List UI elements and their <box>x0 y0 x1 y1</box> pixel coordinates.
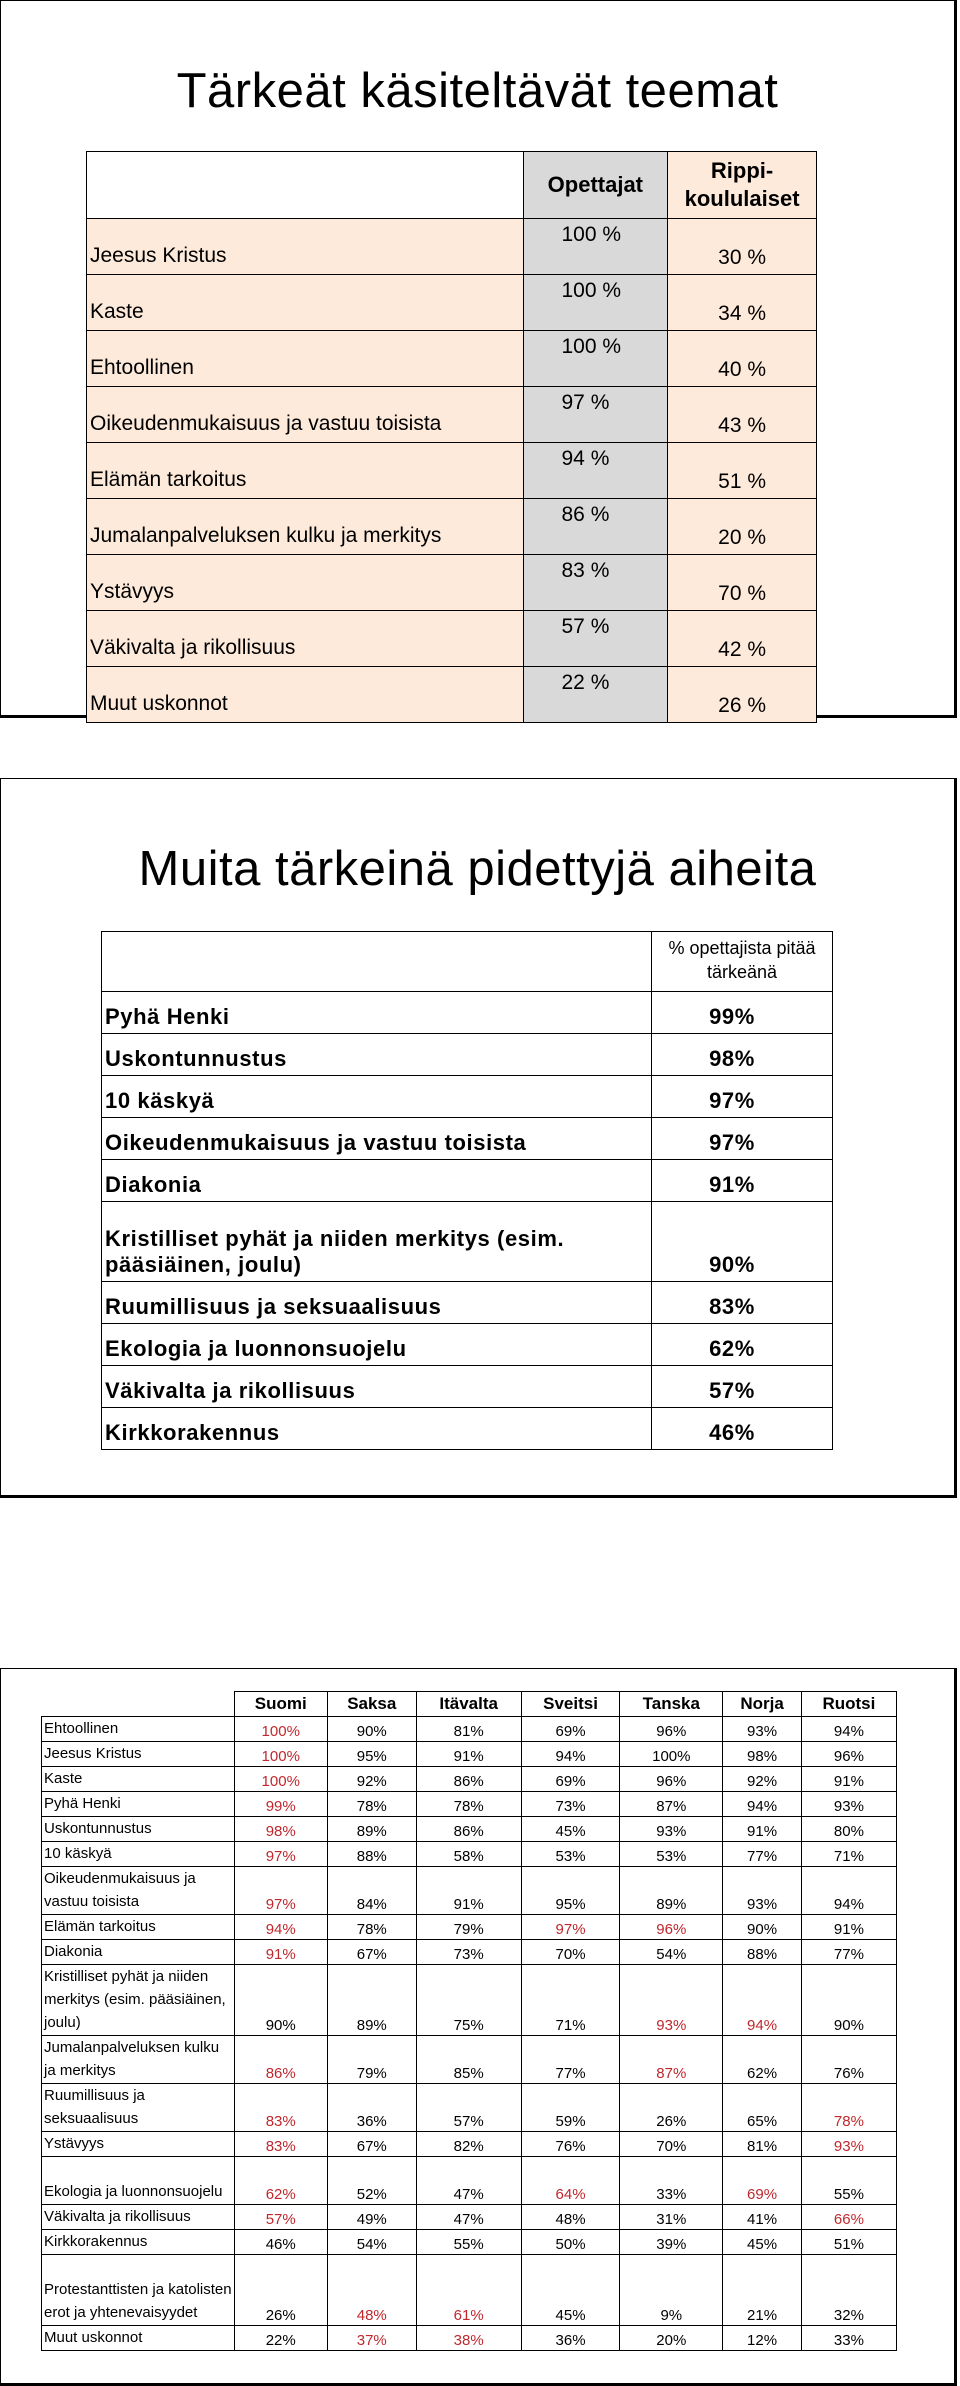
country-value: 9% <box>620 2255 723 2326</box>
topic-percent: 57% <box>652 1366 833 1408</box>
confirmands-value: 70 % <box>668 555 817 611</box>
country-row-label: Muut uskonnot <box>42 2326 235 2351</box>
country-value: 76% <box>521 2132 620 2157</box>
country-value: 78% <box>327 1915 416 1940</box>
theme-label: Oikeudenmukaisuus ja vastuu toisista <box>87 387 524 443</box>
country-value: 61% <box>416 2255 521 2326</box>
country-value: 93% <box>723 1717 802 1742</box>
country-value: 36% <box>327 2084 416 2132</box>
country-value: 94% <box>801 1867 896 1915</box>
topic-percent: 91% <box>652 1160 833 1202</box>
country-value: 47% <box>416 2157 521 2205</box>
country-value: 96% <box>620 1767 723 1792</box>
topics-row <box>102 1324 833 1366</box>
country-row-label: Jeesus Kristus <box>42 1742 235 1767</box>
country-value: 32% <box>801 2255 896 2326</box>
country-row <box>42 1717 897 1742</box>
country-value: 64% <box>521 2157 620 2205</box>
country-value: 69% <box>521 1767 620 1792</box>
country-value: 96% <box>620 1717 723 1742</box>
country-value: 81% <box>416 1717 521 1742</box>
teachers-value: 22 % <box>523 667 668 723</box>
topics-row <box>102 1366 833 1408</box>
country-value: 45% <box>723 2230 802 2255</box>
country-value: 62% <box>723 2036 802 2084</box>
country-value: 57% <box>416 2084 521 2132</box>
topic-percent: 98% <box>652 1034 833 1076</box>
country-value: 78% <box>801 2084 896 2132</box>
theme-label: Muut uskonnot <box>87 667 524 723</box>
country-row <box>42 1817 897 1842</box>
themes-row <box>87 387 817 443</box>
country-value: 55% <box>801 2157 896 2205</box>
header-teachers: Opettajat <box>523 152 668 219</box>
country-header-row <box>42 1692 897 1717</box>
teachers-value: 94 % <box>523 443 668 499</box>
country-row-label: 10 käskyä <box>42 1842 235 1867</box>
country-row-label: Kirkkorakennus <box>42 2230 235 2255</box>
country-row <box>42 2036 897 2084</box>
country-row-label: Ehtoollinen <box>42 1717 235 1742</box>
country-value: 31% <box>620 2205 723 2230</box>
country-row <box>42 2230 897 2255</box>
country-value: 53% <box>620 1842 723 1867</box>
country-value: 96% <box>620 1915 723 1940</box>
country-value: 94% <box>521 1742 620 1767</box>
country-value: 99% <box>234 1792 327 1817</box>
country-value: 73% <box>521 1792 620 1817</box>
country-value: 69% <box>723 2157 802 2205</box>
confirmands-value: 51 % <box>668 443 817 499</box>
country-value: 50% <box>521 2230 620 2255</box>
country-value: 77% <box>801 1940 896 1965</box>
country-value: 83% <box>234 2132 327 2157</box>
country-row <box>42 2205 897 2230</box>
country-value: 77% <box>723 1842 802 1867</box>
country-value: 55% <box>416 2230 521 2255</box>
country-row-label: Ystävyys <box>42 2132 235 2157</box>
topics-header-blank <box>102 932 652 992</box>
country-value: 79% <box>327 2036 416 2084</box>
country-value: 92% <box>723 1767 802 1792</box>
country-value: 51% <box>801 2230 896 2255</box>
slide-important-themes <box>0 0 957 718</box>
confirmands-value: 30 % <box>668 219 817 275</box>
country-value: 98% <box>723 1742 802 1767</box>
country-value: 46% <box>234 2230 327 2255</box>
themes-row <box>87 667 817 723</box>
country-value: 83% <box>234 2084 327 2132</box>
country-value: 87% <box>620 1792 723 1817</box>
slide-country-comparison <box>0 1668 957 2386</box>
country-value: 76% <box>801 2036 896 2084</box>
country-value: 93% <box>723 1867 802 1915</box>
country-value: 53% <box>521 1842 620 1867</box>
country-row-label: Uskontunnustus <box>42 1817 235 1842</box>
country-value: 97% <box>234 1867 327 1915</box>
confirmands-value: 34 % <box>668 275 817 331</box>
country-value: 86% <box>416 1767 521 1792</box>
header-confirmands: Rippi- koululaiset <box>668 152 817 219</box>
country-value: 91% <box>416 1867 521 1915</box>
country-value: 49% <box>327 2205 416 2230</box>
country-value: 79% <box>416 1915 521 1940</box>
country-row <box>42 1915 897 1940</box>
themes-row <box>87 555 817 611</box>
country-row-label: Ruumillisuus ja seksuaalisuus <box>42 2084 235 2132</box>
country-row <box>42 2157 897 2205</box>
country-value: 86% <box>234 2036 327 2084</box>
themes-row <box>87 443 817 499</box>
country-value: 67% <box>327 2132 416 2157</box>
country-value: 59% <box>521 2084 620 2132</box>
theme-label: Kaste <box>87 275 524 331</box>
topics-row <box>102 1408 833 1450</box>
country-header: Tanska <box>620 1692 723 1717</box>
country-row-label: Jumalanpalveluksen kulku ja merkitys <box>42 2036 235 2084</box>
country-value: 91% <box>416 1742 521 1767</box>
country-header: Saksa <box>327 1692 416 1717</box>
theme-label: Ystävyys <box>87 555 524 611</box>
country-value: 100% <box>234 1742 327 1767</box>
teachers-value: 83 % <box>523 555 668 611</box>
country-value: 100% <box>234 1767 327 1792</box>
country-value: 69% <box>521 1717 620 1742</box>
theme-label: Jumalanpalveluksen kulku ja merkitys <box>87 499 524 555</box>
country-value: 91% <box>801 1767 896 1792</box>
themes-row <box>87 219 817 275</box>
country-value: 85% <box>416 2036 521 2084</box>
country-value: 81% <box>723 2132 802 2157</box>
country-value: 67% <box>327 1940 416 1965</box>
slide-other-topics <box>0 778 957 1498</box>
slide1-title: Tärkeät käsiteltävät teemat <box>176 64 779 118</box>
country-value: 20% <box>620 2326 723 2351</box>
country-value: 97% <box>234 1842 327 1867</box>
topics-row <box>102 1282 833 1324</box>
country-value: 88% <box>723 1940 802 1965</box>
country-value: 62% <box>234 2157 327 2205</box>
country-value: 98% <box>234 1817 327 1842</box>
country-value: 78% <box>327 1792 416 1817</box>
country-value: 93% <box>620 1965 723 2036</box>
theme-label: Väkivalta ja rikollisuus <box>87 611 524 667</box>
country-value: 77% <box>521 2036 620 2084</box>
country-value: 66% <box>801 2205 896 2230</box>
topic-label: Uskontunnustus <box>102 1034 652 1076</box>
country-value: 91% <box>723 1817 802 1842</box>
country-value: 91% <box>234 1940 327 1965</box>
topics-row <box>102 1118 833 1160</box>
teachers-value: 97 % <box>523 387 668 443</box>
country-value: 48% <box>521 2205 620 2230</box>
themes-row <box>87 499 817 555</box>
theme-label: Ehtoollinen <box>87 331 524 387</box>
topic-label: Ekologia ja luonnonsuojelu <box>102 1324 652 1366</box>
themes-row <box>87 331 817 387</box>
topic-percent: 90% <box>652 1202 833 1282</box>
country-value: 38% <box>416 2326 521 2351</box>
topic-label: Väkivalta ja rikollisuus <box>102 1366 652 1408</box>
country-value: 22% <box>234 2326 327 2351</box>
country-value: 45% <box>521 2255 620 2326</box>
country-row-label: Väkivalta ja rikollisuus <box>42 2205 235 2230</box>
topic-label: Diakonia <box>102 1160 652 1202</box>
teachers-value: 86 % <box>523 499 668 555</box>
confirmands-value: 43 % <box>668 387 817 443</box>
topic-percent: 97% <box>652 1076 833 1118</box>
country-row-label: Oikeudenmukaisuus ja vastuu toisista <box>42 1867 235 1915</box>
country-table <box>41 1691 897 2351</box>
country-header-blank <box>42 1692 235 1717</box>
teachers-value: 100 % <box>523 331 668 387</box>
topic-label: Kristilliset pyhät ja niiden merkitys (esim. pääsiäinen, joulu) <box>102 1202 652 1282</box>
country-header: Suomi <box>234 1692 327 1717</box>
country-value: 82% <box>416 2132 521 2157</box>
country-value: 91% <box>801 1915 896 1940</box>
topic-label: Ruumillisuus ja seksuaalisuus <box>102 1282 652 1324</box>
country-value: 47% <box>416 2205 521 2230</box>
country-value: 75% <box>416 1965 521 2036</box>
country-value: 78% <box>416 1792 521 1817</box>
country-value: 94% <box>723 1965 802 2036</box>
country-value: 90% <box>234 1965 327 2036</box>
country-value: 90% <box>723 1915 802 1940</box>
slide2-title: Muita tärkeinä pidettyjä aiheita <box>138 842 817 896</box>
country-value: 26% <box>234 2255 327 2326</box>
country-value: 71% <box>801 1842 896 1867</box>
country-row-label: Protestanttisten ja katolisten erot ja yhtenevaisyydet <box>42 2255 235 2326</box>
topics-row <box>102 1034 833 1076</box>
country-row <box>42 2132 897 2157</box>
topics-row <box>102 992 833 1034</box>
topics-table <box>101 931 833 1450</box>
topics-header-row <box>102 932 833 992</box>
country-row-label: Diakonia <box>42 1940 235 1965</box>
topic-label: Pyhä Henki <box>102 992 652 1034</box>
theme-label: Elämän tarkoitus <box>87 443 524 499</box>
themes-row <box>87 611 817 667</box>
country-row-label: Pyhä Henki <box>42 1792 235 1817</box>
themes-row <box>87 275 817 331</box>
country-value: 70% <box>620 2132 723 2157</box>
country-value: 48% <box>327 2255 416 2326</box>
country-value: 90% <box>801 1965 896 2036</box>
topics-row <box>102 1160 833 1202</box>
country-value: 41% <box>723 2205 802 2230</box>
confirmands-value: 20 % <box>668 499 817 555</box>
country-value: 71% <box>521 1965 620 2036</box>
country-value: 89% <box>327 1817 416 1842</box>
topics-row <box>102 1202 833 1282</box>
country-value: 92% <box>327 1767 416 1792</box>
country-row <box>42 1940 897 1965</box>
country-value: 73% <box>416 1940 521 1965</box>
topic-percent: 97% <box>652 1118 833 1160</box>
themes-header-blank <box>87 152 524 219</box>
country-row-label: Ekologia ja luonnonsuojelu <box>42 2157 235 2205</box>
country-value: 57% <box>234 2205 327 2230</box>
topic-percent: 46% <box>652 1408 833 1450</box>
country-header: Sveitsi <box>521 1692 620 1717</box>
country-row <box>42 1742 897 1767</box>
country-value: 94% <box>234 1915 327 1940</box>
country-row <box>42 1767 897 1792</box>
topics-row <box>102 1076 833 1118</box>
country-value: 100% <box>234 1717 327 1742</box>
country-value: 37% <box>327 2326 416 2351</box>
teachers-value: 100 % <box>523 275 668 331</box>
country-value: 93% <box>801 2132 896 2157</box>
country-value: 100% <box>620 1742 723 1767</box>
country-value: 97% <box>521 1915 620 1940</box>
country-value: 80% <box>801 1817 896 1842</box>
country-value: 58% <box>416 1842 521 1867</box>
topic-percent: 99% <box>652 992 833 1034</box>
country-value: 12% <box>723 2326 802 2351</box>
country-value: 95% <box>521 1867 620 1915</box>
country-row-label: Kaste <box>42 1767 235 1792</box>
country-row-label: Kristilliset pyhät ja niiden merkitys (esim. pääsiäinen, joulu) <box>42 1965 235 2036</box>
country-header: Norja <box>723 1692 802 1717</box>
topic-percent: 83% <box>652 1282 833 1324</box>
country-row <box>42 1965 897 2036</box>
header-teacher-percent: % opettajista pitää tärkeänä <box>652 932 833 992</box>
country-row <box>42 2255 897 2326</box>
country-row-label: Elämän tarkoitus <box>42 1915 235 1940</box>
country-row <box>42 1867 897 1915</box>
country-value: 89% <box>327 1965 416 2036</box>
country-value: 94% <box>801 1717 896 1742</box>
country-value: 26% <box>620 2084 723 2132</box>
country-row <box>42 1792 897 1817</box>
country-value: 21% <box>723 2255 802 2326</box>
country-value: 36% <box>521 2326 620 2351</box>
country-header: Ruotsi <box>801 1692 896 1717</box>
country-value: 33% <box>620 2157 723 2205</box>
country-value: 95% <box>327 1742 416 1767</box>
themes-header-row <box>87 152 817 219</box>
country-value: 84% <box>327 1867 416 1915</box>
country-value: 70% <box>521 1940 620 1965</box>
country-value: 90% <box>327 1717 416 1742</box>
confirmands-value: 42 % <box>668 611 817 667</box>
country-value: 52% <box>327 2157 416 2205</box>
country-value: 54% <box>327 2230 416 2255</box>
country-value: 93% <box>801 1792 896 1817</box>
topic-label: 10 käskyä <box>102 1076 652 1118</box>
country-value: 88% <box>327 1842 416 1867</box>
topic-percent: 62% <box>652 1324 833 1366</box>
teachers-value: 57 % <box>523 611 668 667</box>
country-value: 33% <box>801 2326 896 2351</box>
confirmands-value: 26 % <box>668 667 817 723</box>
theme-label: Jeesus Kristus <box>87 219 524 275</box>
country-header: Itävalta <box>416 1692 521 1717</box>
country-value: 94% <box>723 1792 802 1817</box>
country-row <box>42 2326 897 2351</box>
topic-label: Oikeudenmukaisuus ja vastuu toisista <box>102 1118 652 1160</box>
country-value: 39% <box>620 2230 723 2255</box>
country-value: 65% <box>723 2084 802 2132</box>
country-value: 86% <box>416 1817 521 1842</box>
themes-table <box>86 151 817 723</box>
country-value: 45% <box>521 1817 620 1842</box>
country-value: 89% <box>620 1867 723 1915</box>
topic-label: Kirkkorakennus <box>102 1408 652 1450</box>
country-value: 87% <box>620 2036 723 2084</box>
country-row <box>42 1842 897 1867</box>
country-value: 93% <box>620 1817 723 1842</box>
country-value: 96% <box>801 1742 896 1767</box>
country-value: 54% <box>620 1940 723 1965</box>
confirmands-value: 40 % <box>668 331 817 387</box>
country-row <box>42 2084 897 2132</box>
teachers-value: 100 % <box>523 219 668 275</box>
